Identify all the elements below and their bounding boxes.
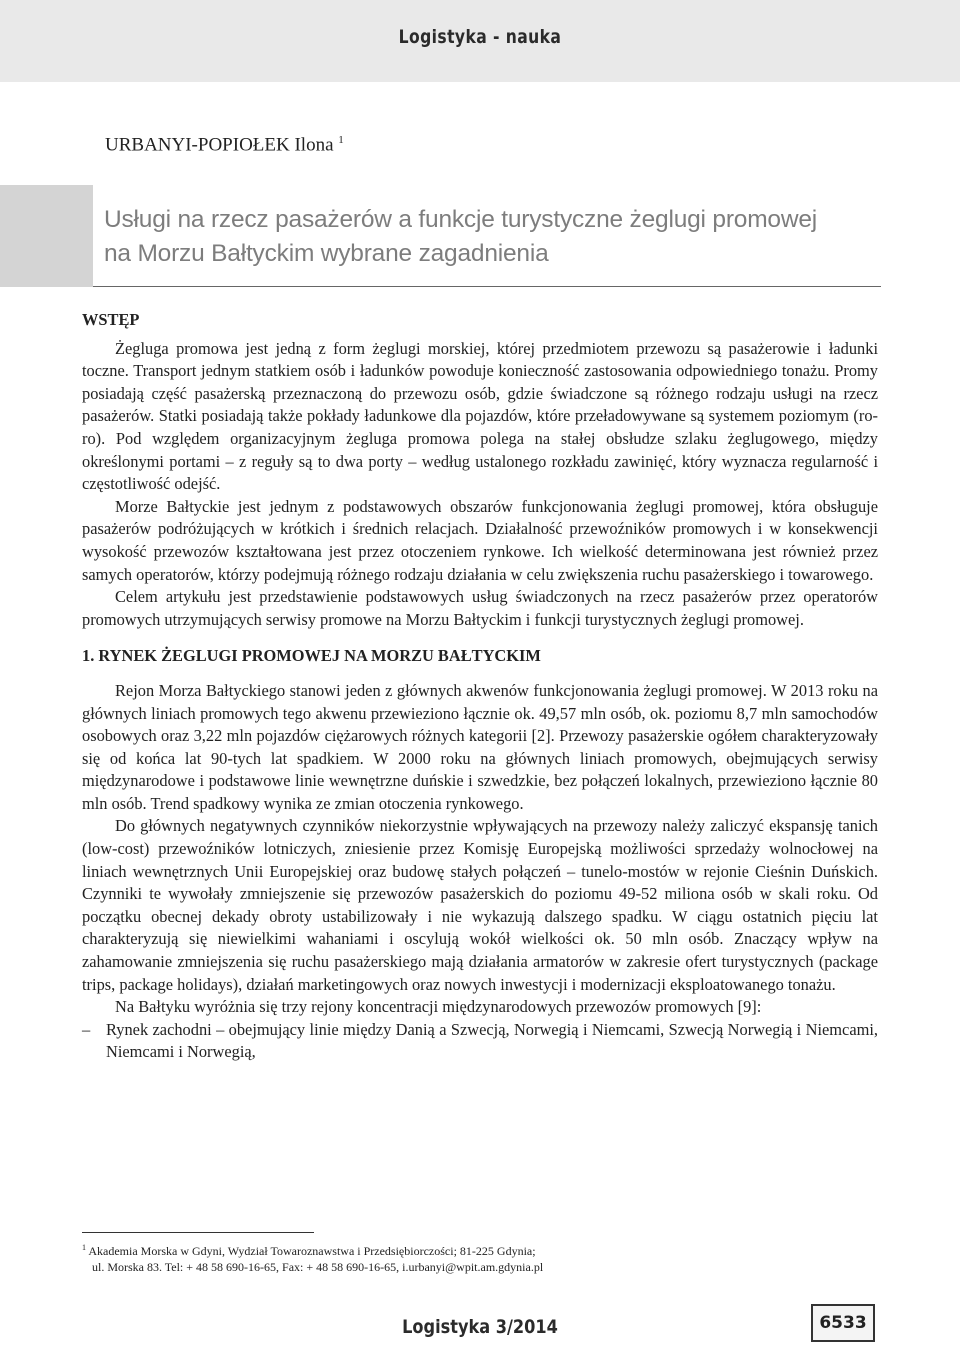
journal-footer: Logistyka 3/2014: [402, 1316, 558, 1338]
section-1-paragraph-2: Do głównych negatywnych czynników niekorzystnie wpływających na przewozy należy zaliczyć ekspansję tanich (low-cost) przewoźników lotniczych, zniesienie przez Komisję Europejską możliwości sprzedaży wolnocłowej na liniach wewnętrznych Unii Europejskiej oraz budowę stałych połączeń – tunelo-mostów w rejonie Cieśnin Duńskich. Czynniki te wywołały zmniejszenie się przewozów pasażerskich do poziomu 49-52 miliona osób w skali roku. Od początku obecnej dekady obroty ustabilizowały i nie wykazują dalszego spadku. W ciągu ostatnich pięciu lat charakteryzują się niewielkimi wahaniami i oscylują wokół wielkości ok. 50 mln osób. Znaczący wpływ na zahamowanie zmniejszenia się ruchu pasażerskiego mają działania armatorów w zakresie ofert turystycznych (package trips, package holidays), działań marketingowych oraz nowych inwestycji i modernizacji eksploatowanego tonażu.: [82, 816, 878, 994]
footnote: [82, 1240, 862, 1275]
section-1-paragraph-1: Rejon Morza Bałtyckiego stanowi jeden z głównych akwenów funkcjonowania żeglugi promowej. W 2013 roku na głównych liniach promowych tego akwenu przewieziono łącznie ok. 49,57 mln osób, ok. poziomu 8,7 mln samochodów osobowych oraz 3,22 mln pojazdów ciężarowych różnych kategorii [2]. Przewozy pasażerskie ogółem charakteryzowały się od końca lat 90-tych lat spadkiem. W 2000 roku na głównych liniach promowych, obejmujących serwisy międzynarodowe i podstawowe linie wewnętrzne duńskie i szwedzkie, bez połączeń lokalnych, przewieziono łącznie 80 mln osób. Trend spadkowy wynika ze zmian otoczenia rynkowego.: [82, 680, 878, 813]
intro-paragraph-2: Morze Bałtyckie jest jednym z podstawowych obszarów funkcjonowania żeglugi promowej, która obsługuje pasażerów podróżujących w krótkich i średnich relacjach. Działalność przewoźników promowych i w konsekwencji wysokość przewozów kształtowana jest przez otoczeniem rynkowe. Ich wielkość determinowana jest również przez samych operatorów, którzy podejmują różnego rodzaju działania w celu zwiększenia ruchu pasażerskiego i towarowego.: [82, 496, 878, 584]
author-footnote-mark: 1: [338, 134, 344, 146]
list-item: [82, 1019, 878, 1064]
footnote-mark: 1: [82, 1243, 86, 1252]
title-line-2: na Morzu Bałtyckim wybrane zagadnienia: [104, 240, 549, 267]
footnote-line-1: Akademia Morska w Gdyni, Wydział Towaroznawstwa i Przedsiębiorczości; 81-225 Gdynia;: [88, 1244, 536, 1258]
intro-heading: WSTĘP: [82, 310, 140, 329]
list-dash: –: [82, 1019, 91, 1039]
list-item-text: Rynek zachodni – obejmujący linie między Danią a Szwecją, Norwegią i Niemcami, Szwecją Norwegią i Niemcami, Niemcami i Norwegią,: [106, 1019, 878, 1062]
intro-paragraph-1: Żegluga promowa jest jedną z form żeglugi morskiej, której przedmiotem przewozu są pasażerowie i ładunki toczne. Transport jednym statkiem osób i ładunków powoduje konieczność zastosowania odpowiedniego tonażu. Promy posiadają część pasażerską przeznaczoną do przewozu osób, gdzie świadczone są różnego rodzaju usługi na rzecz pasażerów. Statki posiadają także pokłady ładunkowe dla pojazdów, które przeładowywane są systemem poziomym (ro-ro). Pod względem organizacyjnym żegluga promowa polega na stałej obsłudze szlaku żeglugowego, między określonymi portami – z reguły są to dwa porty – według ustalonego rozkładu zawinięć, który wyznacza regularność i częstotliwość odejść.: [82, 338, 878, 494]
section-1-paragraph-3: Na Bałtyku wyróżnia się trzy rejony koncentracji międzynarodowych przewozów promowych [9]:: [115, 997, 762, 1017]
page-number: 6533: [811, 1304, 875, 1342]
intro-paragraph-3: Celem artykułu jest przedstawienie podstawowych usług świadczonych na rzecz pasażerów przez operatorów promowych utrzymujących serwisy promowe na Morzu Bałtyckim i funkcji turystycznych żeglugi promowej.: [82, 587, 878, 629]
author-name: [105, 134, 344, 156]
article-title: [104, 203, 864, 271]
footnote-line-2: ul. Morska 83. Tel: + 48 58 690-16-65, Fax: + 48 58 690-16-65, i.urbanyi@wpit.am.gdynia.pl: [92, 1260, 544, 1274]
author-text: URBANYI-POPIOŁEK Ilona: [105, 134, 334, 156]
title-rule: [93, 286, 881, 287]
journal-header: Logistyka - nauka: [398, 26, 562, 48]
footnote-rule: [82, 1232, 314, 1233]
title-line-1: Usługi na rzecz pasażerów a funkcje turystyczne żeglugi promowej: [104, 206, 818, 233]
article-body: [82, 309, 878, 1064]
section-1-heading: 1. RYNEK ŻEGLUGI PROMOWEJ NA MORZU BAŁTYCKIM: [82, 646, 541, 666]
title-side-block: [0, 185, 93, 287]
